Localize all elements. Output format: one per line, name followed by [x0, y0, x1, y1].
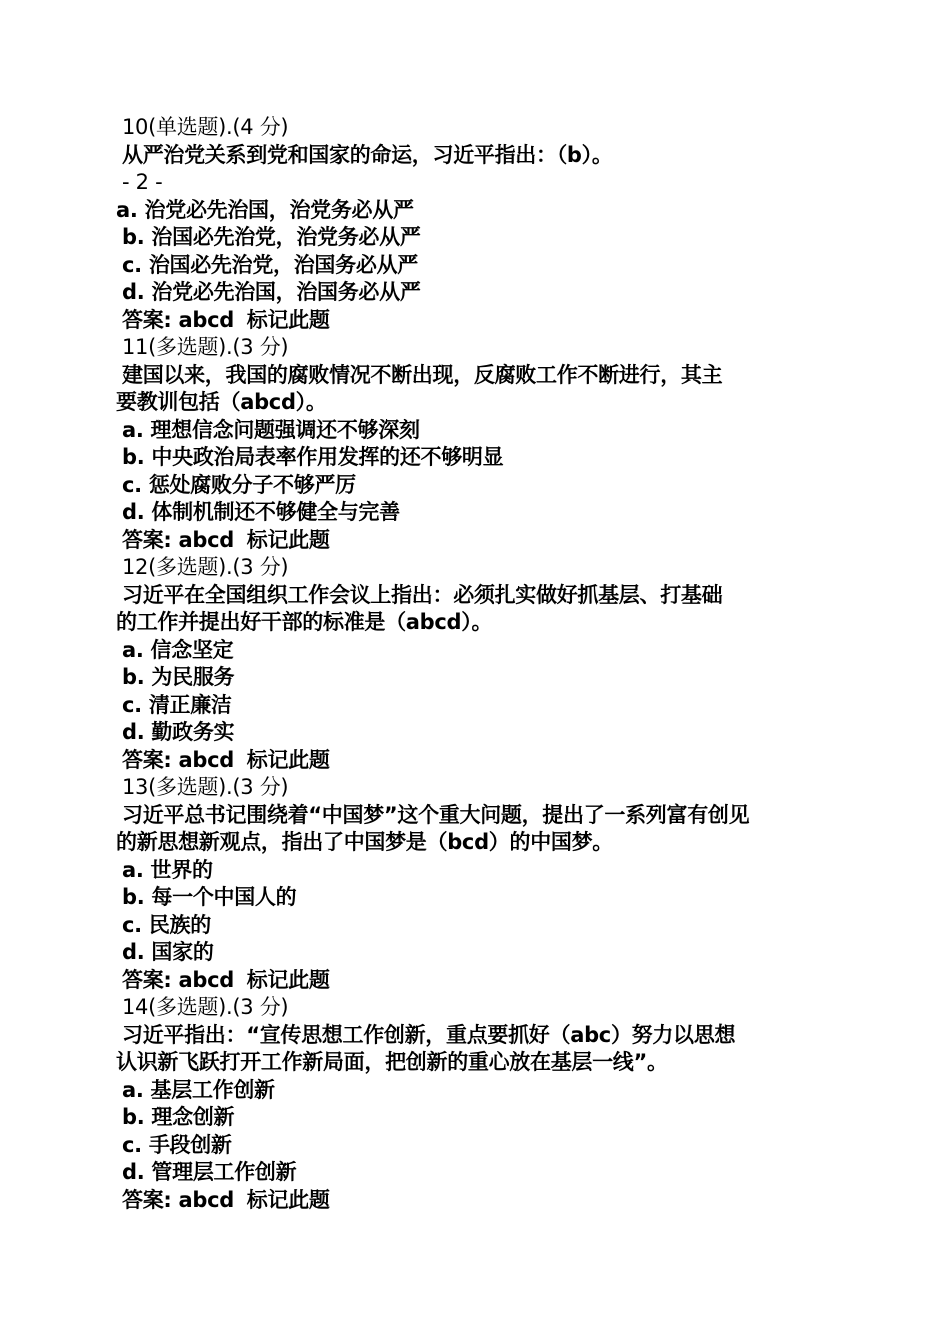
question-header: 14(多选题).(3 分)	[122, 995, 289, 1019]
question-11	[116, 334, 836, 554]
option-d: d. 体制机制还不够健全与完善	[122, 500, 400, 524]
question-header: 11(多选题).(3 分)	[122, 335, 289, 359]
mark-question-link[interactable]: 标记此题	[246, 967, 330, 992]
option-a: a. 理想信念问题强调还不够深刻	[122, 417, 420, 442]
page-number: - 2 -	[122, 170, 163, 194]
mark-question-link[interactable]: 标记此题	[246, 1187, 330, 1212]
answer-text: 答案: abcd	[122, 967, 234, 992]
answer-line	[116, 527, 836, 555]
mark-question-link[interactable]: 标记此题	[246, 527, 330, 552]
question-header: 12(多选题).(3 分)	[122, 555, 289, 579]
option-c: c. 清正廉洁	[122, 692, 232, 717]
option-b: b. 每一个中国人的	[122, 885, 297, 909]
option-a: a. 治党必先治国，治党务必从严	[116, 197, 414, 222]
option-a: a. 基层工作创新	[122, 1077, 275, 1102]
question-10	[116, 114, 836, 334]
answer-text: 答案: abcd	[122, 747, 234, 772]
answer-text: 答案: abcd	[122, 307, 234, 332]
mark-question-link[interactable]: 标记此题	[246, 307, 330, 332]
option-b: b. 为民服务	[122, 665, 235, 689]
question-stem-line-1: 习近平指出：“宣传思想工作创新，重点要抓好（abc）努力以思想	[122, 1022, 736, 1047]
question-stem-line-1: 习近平在全国组织工作会议上指出：必须扎实做好抓基层、打基础	[122, 582, 723, 607]
option-a: a. 世界的	[122, 857, 213, 882]
option-c: c. 手段创新	[122, 1132, 232, 1157]
question-stem-line-1: 建国以来，我国的腐败情况不断出现，反腐败工作不断进行，其主	[122, 362, 723, 387]
option-d: d. 管理层工作创新	[122, 1160, 297, 1184]
question-stem-line-1: 习近平总书记围绕着“中国梦”这个重大问题，提出了一系列富有创见	[122, 802, 750, 827]
option-d: d. 勤政务实	[122, 720, 235, 744]
answer-text: 答案: abcd	[122, 1187, 234, 1212]
mark-question-link[interactable]: 标记此题	[246, 747, 330, 772]
answer-text: 答案: abcd	[122, 527, 234, 552]
answer-line	[116, 1187, 836, 1215]
answer-line	[116, 967, 836, 995]
question-stem-line-2: 认识新飞跃打开工作新局面，把创新的重心放在基层一线”。	[116, 1050, 668, 1074]
question-header: 10(单选题).(4 分)	[122, 115, 289, 139]
answer-line	[116, 307, 836, 335]
option-d: d. 国家的	[122, 940, 214, 964]
question-stem-line-2: 要教训包括（abcd）。	[116, 390, 327, 414]
question-stem-line-2: 的新思想新观点，指出了中国梦是（bcd）的中国梦。	[116, 830, 614, 854]
option-c: c. 民族的	[122, 912, 211, 937]
option-d: d. 治党必先治国，治国务必从严	[122, 280, 421, 304]
document-body	[116, 114, 836, 1214]
option-b: b. 治国必先治党，治党务必从严	[122, 225, 421, 249]
question-stem: 从严治党关系到党和国家的命运，习近平指出：（b）。	[122, 142, 613, 167]
option-b: b. 理念创新	[122, 1105, 235, 1129]
question-14	[116, 994, 836, 1214]
answer-line	[116, 747, 836, 775]
option-a: a. 信念坚定	[122, 637, 234, 662]
option-b: b. 中央政治局表率作用发挥的还不够明显	[122, 445, 504, 469]
question-12	[116, 554, 836, 774]
option-c: c. 惩处腐败分子不够严厉	[122, 472, 356, 497]
question-header: 13(多选题).(3 分)	[122, 775, 289, 799]
option-c: c. 治国必先治党，治国务必从严	[122, 252, 418, 277]
question-stem-line-2: 的工作并提出好干部的标准是（abcd）。	[116, 610, 493, 634]
question-13	[116, 774, 836, 994]
